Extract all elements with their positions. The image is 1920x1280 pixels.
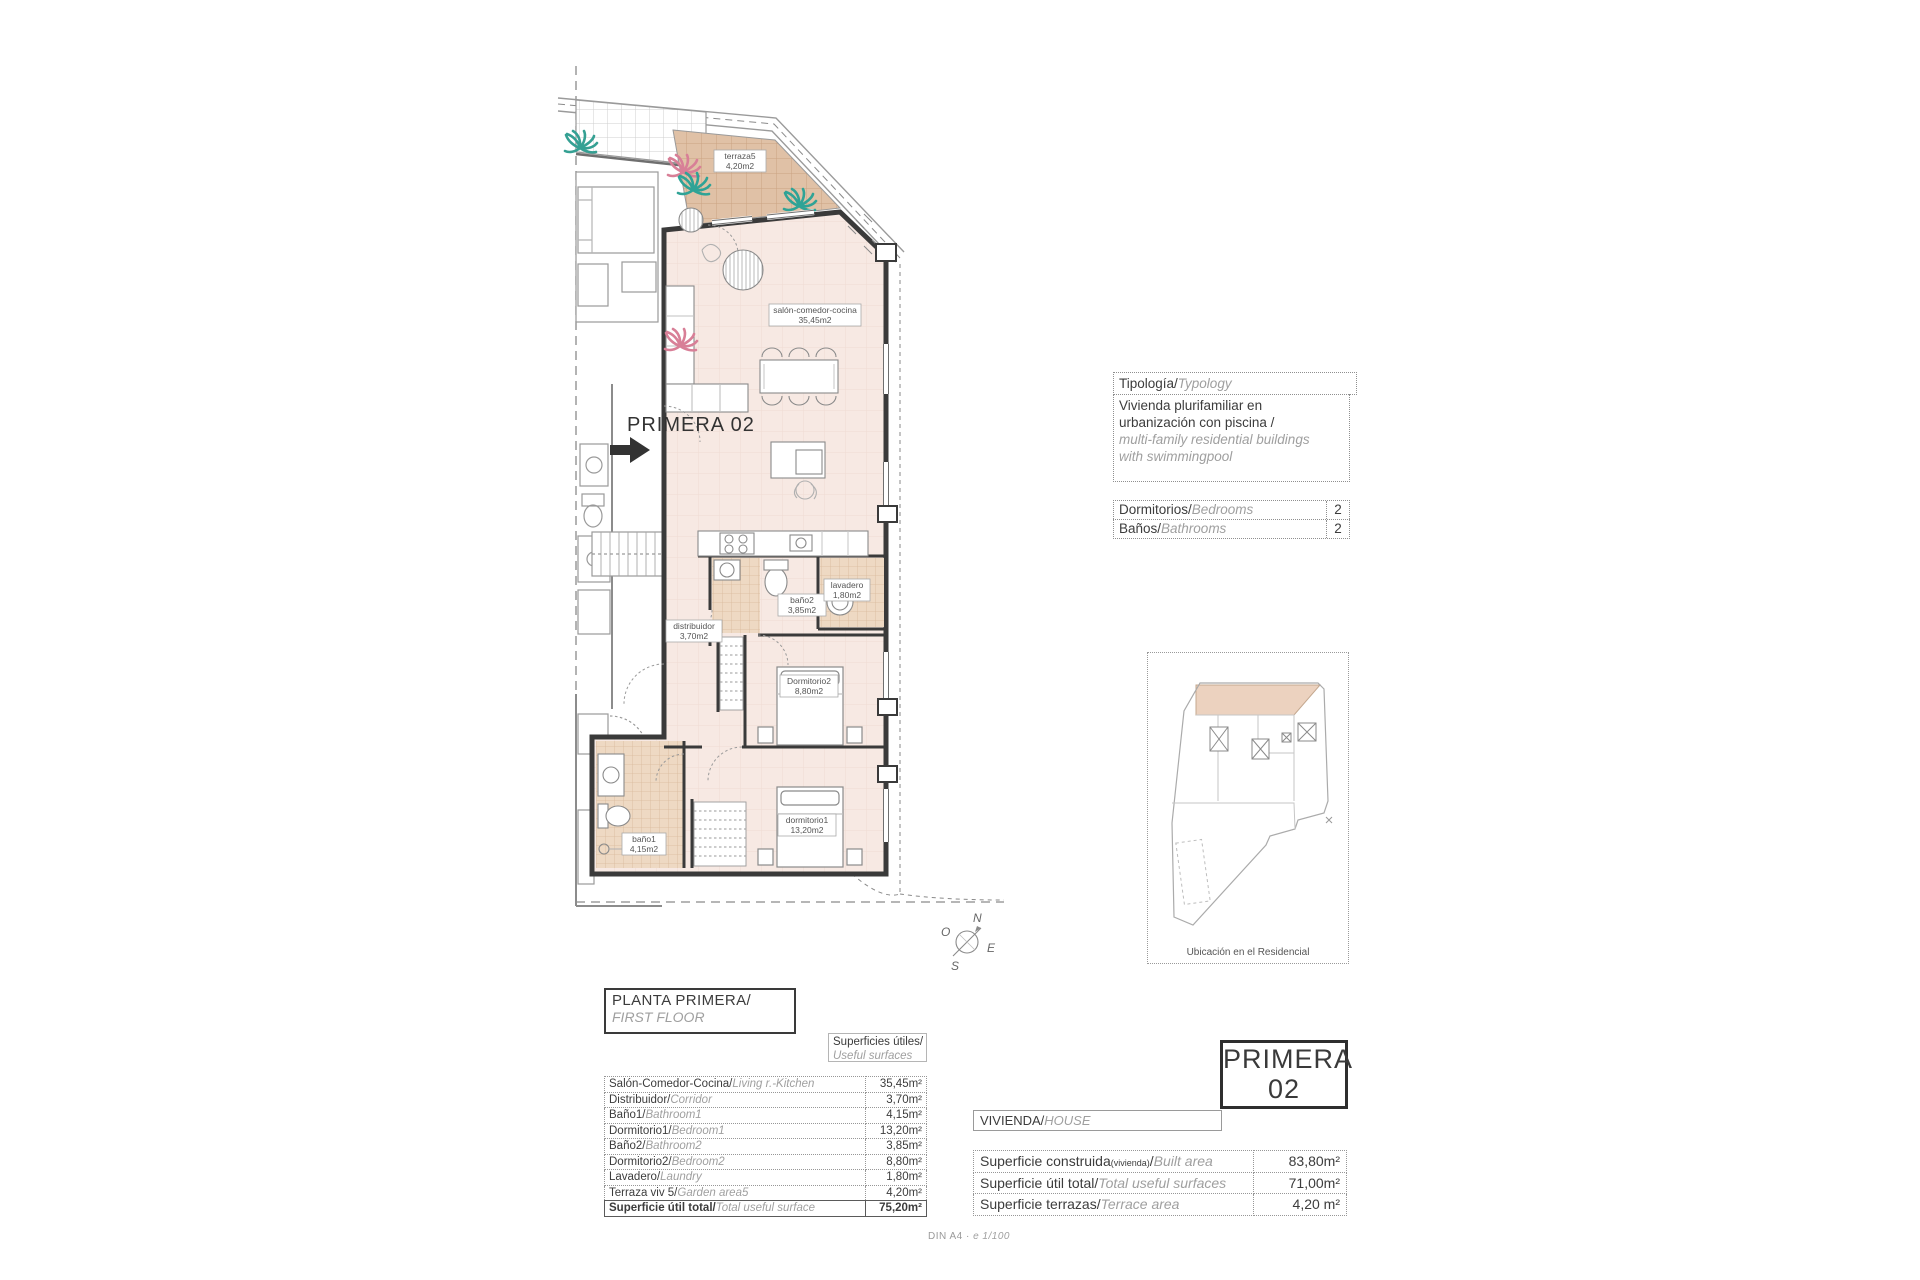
typology-body — [1113, 394, 1350, 482]
svg-text:8,80m2: 8,80m2 — [794, 686, 824, 696]
svg-text:3,85m2: 3,85m2 — [787, 605, 817, 615]
room-label-salon — [769, 304, 861, 326]
total-label-en: Total useful surface — [715, 1202, 816, 1215]
summary-table — [973, 1150, 1347, 1216]
bedrooms-label-en: Bedrooms — [1191, 502, 1254, 517]
svg-text:13,20m2: 13,20m2 — [790, 825, 824, 835]
svg-text:baño1: baño1 — [632, 834, 656, 844]
row-label-en: Bathroom1 — [645, 1109, 702, 1122]
svg-text:baño2: baño2 — [790, 595, 814, 605]
summary-label-en: Terrace area — [1100, 1196, 1180, 1213]
svg-text:35,45m2: 35,45m2 — [798, 315, 832, 325]
compass-n: N — [973, 911, 982, 925]
vivienda-box — [973, 1110, 1222, 1131]
unit-pointer-arrow-icon — [610, 437, 650, 463]
svg-text:Dormitorio2: Dormitorio2 — [787, 676, 831, 686]
row-label-es: Baño2/ — [609, 1140, 646, 1153]
row-label-en: Bedroom2 — [671, 1155, 725, 1168]
minimap-drawing — [1148, 653, 1346, 941]
row-label-es: Dormitorio1/ — [609, 1124, 672, 1137]
svg-text:4,15m2: 4,15m2 — [629, 844, 659, 854]
unit-pointer-label: PRIMERA 02 — [627, 414, 755, 436]
row-value: 13,20m² — [866, 1123, 927, 1139]
row-value: 3,70m² — [866, 1092, 927, 1108]
floor-title-es: PLANTA PRIMERA/ — [612, 992, 752, 1009]
typology-desc-en1: multi-family residential buildings — [1119, 432, 1310, 447]
summary-value: 71,00m² — [1254, 1172, 1347, 1194]
useful-surfaces-es: Superficies útiles/ — [833, 1036, 924, 1048]
unit-id-box — [1220, 1040, 1354, 1109]
compass-s: S — [951, 959, 960, 973]
summary-value: 83,80m² — [1254, 1151, 1347, 1173]
table-row — [605, 1139, 927, 1155]
unit-id-line2: 02 — [1267, 1074, 1301, 1104]
table-row — [605, 1108, 927, 1124]
scale-note-right: e 1/100 — [973, 1231, 1010, 1242]
typology-title-es: Tipología/ — [1119, 376, 1178, 391]
location-minimap — [1147, 652, 1349, 964]
svg-text:lavadero: lavadero — [830, 580, 864, 590]
bathrooms-row — [1113, 519, 1350, 539]
row-label-en: Laundry — [660, 1171, 702, 1184]
svg-text:dormitorio1: dormitorio1 — [785, 815, 829, 825]
row-label-es: Distribuidor/ — [609, 1093, 671, 1106]
compass-rose — [915, 890, 1025, 1000]
svg-text:salón-comedor-cocina: salón-comedor-cocina — [773, 305, 857, 315]
summary-row: Superficie construida(vivienda)/Built area 83,80m² — [974, 1151, 1347, 1173]
typology-header — [1113, 372, 1357, 395]
typology-desc-en2: with swimmingpool — [1119, 449, 1233, 464]
vivienda-en: HOUSE — [1044, 1113, 1091, 1128]
typology-desc-es1: Vivienda plurifamiliar en — [1119, 398, 1263, 413]
svg-text:terraza5: terraza5 — [724, 151, 756, 161]
summary-label-en: Built area — [1153, 1153, 1213, 1170]
row-label-es: Dormitorio2/ — [609, 1155, 672, 1168]
room-label-bano2 — [778, 594, 826, 616]
row-label-en: Living r.-Kitchen — [732, 1078, 815, 1091]
typology-title-en: Typology — [1177, 376, 1232, 391]
table-row — [605, 1170, 927, 1186]
compass-e: E — [987, 941, 996, 955]
summary-label-sub: (vivienda) — [1110, 1158, 1150, 1169]
row-label-en: Corridor — [670, 1093, 712, 1106]
room-label-distribuidor — [666, 620, 722, 642]
sheet-scale-note — [928, 1231, 1010, 1242]
bathrooms-label-en: Bathrooms — [1161, 521, 1227, 536]
svg-text:1,80m2: 1,80m2 — [832, 590, 862, 600]
floor-title-box — [604, 988, 796, 1034]
summary-row: Superficie terrazas/Terrace area 4,20 m² — [974, 1194, 1347, 1216]
row-label-en: Garden area5 — [677, 1186, 749, 1199]
summary-label-es: Superficie construida — [980, 1153, 1111, 1170]
minimap-caption: Ubicación en el Residencial — [1186, 947, 1310, 958]
row-label-es: Salón-Comedor-Cocina/ — [609, 1078, 733, 1091]
total-label-es: Superficie útil total/ — [609, 1202, 716, 1215]
useful-surfaces-en: Useful surfaces — [833, 1050, 913, 1062]
compass-o: O — [941, 925, 951, 939]
vivienda-es: VIVIENDA/ — [980, 1113, 1045, 1128]
summary-label-en: Total useful surfaces — [1098, 1174, 1227, 1191]
row-value: 4,15m² — [866, 1108, 927, 1124]
summary-row: Superficie útil total/Total useful surfaces 71,00m² — [974, 1172, 1347, 1194]
floor-plan — [552, 54, 1018, 920]
floor-title-en: FIRST FLOOR — [612, 1009, 705, 1025]
room-label-bano1 — [622, 833, 666, 855]
svg-text:distribuidor: distribuidor — [673, 621, 715, 631]
svg-text:4,20m2: 4,20m2 — [725, 161, 755, 171]
room-label-lavadero — [824, 579, 870, 601]
row-label-es: Baño1/ — [609, 1109, 646, 1122]
row-value: 8,80m² — [866, 1154, 927, 1170]
useful-surfaces-box — [828, 1033, 927, 1062]
svg-text:3,70m2: 3,70m2 — [679, 631, 709, 641]
table-row — [605, 1077, 927, 1093]
minimap-unit-highlight — [1196, 685, 1320, 715]
row-label-es: Terraza viv 5/ — [609, 1186, 678, 1199]
row-value: 35,45m² — [866, 1077, 927, 1093]
summary-label-es: Superficie útil total — [980, 1174, 1095, 1191]
useful-surfaces-table — [604, 1076, 927, 1217]
room-label-dormitorio2 — [780, 675, 838, 697]
table-row — [605, 1185, 927, 1201]
row-value: 3,85m² — [866, 1139, 927, 1155]
bedrooms-count: 2 — [1326, 501, 1349, 519]
row-label-en: Bathroom2 — [645, 1140, 702, 1153]
summary-label-es: Superficie terrazas — [980, 1196, 1097, 1213]
typology-desc-es2: urbanización con piscina / — [1119, 415, 1275, 430]
bedrooms-row — [1113, 500, 1350, 519]
bedrooms-label-es: Dormitorios/ — [1119, 502, 1192, 517]
table-row — [605, 1154, 927, 1170]
summary-value: 4,20 m² — [1254, 1194, 1347, 1216]
room-label-dormitorio1 — [778, 814, 836, 836]
row-value: 1,80m² — [866, 1170, 927, 1186]
table-row — [605, 1123, 927, 1139]
row-label-en: Bedroom1 — [671, 1124, 725, 1137]
row-value: 4,20m² — [866, 1185, 927, 1201]
bathrooms-count: 2 — [1326, 520, 1349, 538]
table-total-row — [605, 1201, 927, 1217]
table-row — [605, 1092, 927, 1108]
scale-note-left: DIN A4 · — [928, 1231, 970, 1242]
row-label-es: Lavadero/ — [609, 1171, 661, 1184]
counts-table — [1113, 500, 1350, 539]
total-value: 75,20m² — [866, 1201, 927, 1217]
unit-id-line1: PRIMERA — [1223, 1044, 1354, 1074]
bathrooms-label-es: Baños/ — [1119, 521, 1162, 536]
room-label-terraza — [714, 150, 766, 172]
